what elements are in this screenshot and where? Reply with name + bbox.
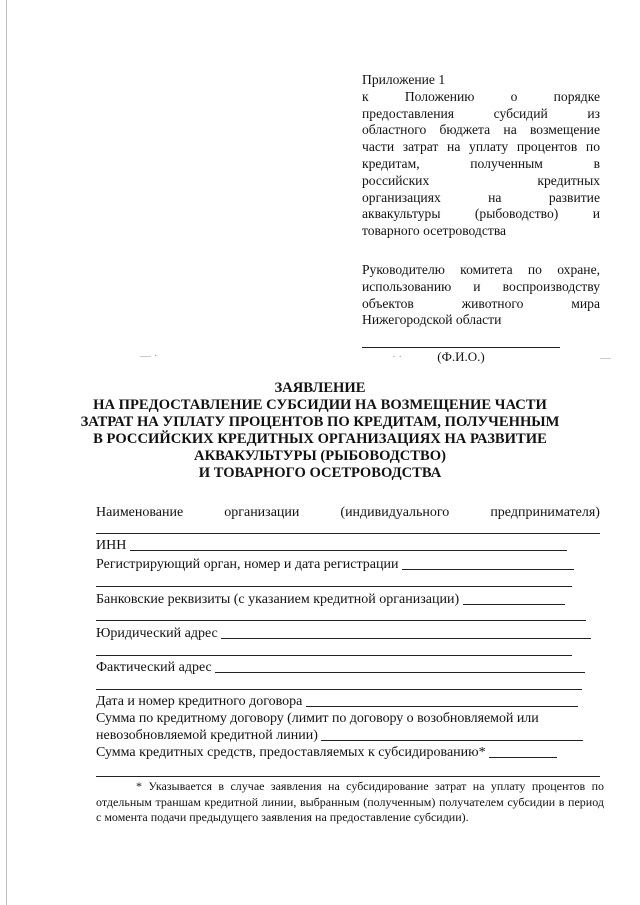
footnote: * Указывается в случае заявления на субсидирование затрат на уплату процентов по отдельным траншам кредитной линии, выбранным (полученным) получателем субсидии в период с момента подачи предыдущего заявления на предоставление субсидии).	[96, 779, 604, 825]
legal-address-field-continued[interactable]	[96, 655, 572, 656]
fio-signature-line[interactable]	[362, 347, 560, 348]
annex-line: аквакультуры (рыбоводство) и	[362, 206, 600, 222]
title-line: ЗАТРАТ НА УПЛАТУ ПРОЦЕНТОВ ПО КРЕДИТАМ, ПОЛУЧЕННЫМ	[80, 413, 560, 430]
subsidy-sum-field[interactable]	[489, 757, 557, 758]
addressee-line: Нижегородской области	[362, 312, 502, 328]
org-name-word: предпринимателя)	[490, 505, 600, 520]
bank-field[interactable]	[463, 604, 565, 605]
addressee-line: использованию и воспроизводству	[362, 278, 600, 294]
annex-line: организациях на развитие	[362, 189, 600, 205]
contract-sum-row	[96, 710, 600, 727]
org-name-field[interactable]	[96, 533, 600, 534]
org-name-word: организации	[224, 505, 300, 520]
bank-label: Банковские реквизиты (с указанием кредитной организации)	[96, 592, 460, 607]
actual-address-label: Фактический адрес	[96, 660, 212, 675]
title-line: АКВАКУЛЬТУРЫ (РЫБОВОДСТВО)	[194, 447, 446, 464]
org-name-word: Наименование	[96, 505, 184, 520]
contract-row	[96, 693, 578, 710]
subsidy-sum-label: Сумма кредитных средств, предоставляемых к субсидированию*	[96, 745, 486, 760]
scan-dots: · ·	[392, 351, 403, 363]
scan-dots: — ·	[140, 350, 158, 362]
actual-address-row	[96, 659, 585, 676]
annex-line: части затрат на уплату процентов по	[362, 139, 600, 155]
contract-field[interactable]	[306, 706, 578, 707]
addressee-line: Руководителю комитета по охране,	[362, 262, 600, 277]
subsidy-sum-row	[96, 744, 557, 761]
contract-sum-field[interactable]	[321, 740, 583, 741]
actual-address-field-continued[interactable]	[96, 689, 582, 690]
registration-field-continued[interactable]	[96, 586, 572, 587]
legal-address-field[interactable]	[221, 638, 591, 639]
actual-address-field[interactable]	[215, 672, 585, 673]
footnote-separator	[96, 776, 600, 777]
annex-line: к Положению о порядке	[362, 88, 600, 104]
bank-row	[96, 591, 565, 608]
addressee-block	[362, 262, 600, 329]
org-name-word: (индивидуального	[340, 505, 450, 520]
inn-row	[96, 537, 567, 554]
annex-line: товарного осетроводства	[362, 223, 507, 239]
registration-row	[96, 556, 574, 573]
title-line: И ТОВАРНОГО ОСЕТРОВОДСТВА	[198, 464, 442, 481]
addressee-line: объектов животного мира	[362, 295, 600, 311]
annex-line: предоставления субсидий из	[362, 105, 600, 121]
contract-sum-row-2	[96, 727, 583, 744]
annex-line: областного бюджета на возмещение	[362, 122, 600, 138]
scan-edge-line	[6, 0, 7, 905]
annex-block	[362, 72, 600, 240]
registration-label: Регистрирующий орган, номер и дата регистрации	[96, 557, 399, 572]
title-line: НА ПРЕДОСТАВЛЕНИЕ СУБСИДИИ НА ВОЗМЕЩЕНИЕ ЧАСТИ	[93, 396, 547, 413]
bank-field-continued[interactable]	[96, 620, 586, 621]
contract-label: Дата и номер кредитного договора	[96, 694, 303, 709]
legal-address-row	[96, 625, 591, 642]
annex-line: российских кредитных	[362, 172, 600, 188]
legal-address-label: Юридический адрес	[96, 626, 218, 641]
scan-dots: —	[600, 352, 611, 364]
title-line: В РОССИЙСКИХ КРЕДИТНЫХ ОРГАНИЗАЦИЯХ НА РАЗВИТИЕ	[93, 430, 547, 447]
contract-sum-label-2: невозобновляемой кредитной линии)	[96, 728, 318, 743]
contract-sum-label: Сумма по кредитному договору (лимит по договору о возобновляемой или	[96, 711, 539, 726]
inn-label: ИНН	[96, 538, 127, 553]
title-line: ЗАЯВЛЕНИЕ	[274, 380, 366, 396]
annex-line: Приложение 1	[362, 72, 446, 87]
org-name-row	[96, 504, 600, 521]
registration-field[interactable]	[402, 569, 574, 570]
inn-field[interactable]	[130, 550, 567, 551]
fio-label: (Ф.И.О.)	[437, 349, 485, 364]
annex-line: кредитам, полученным в	[362, 155, 600, 171]
document-title	[80, 380, 560, 481]
